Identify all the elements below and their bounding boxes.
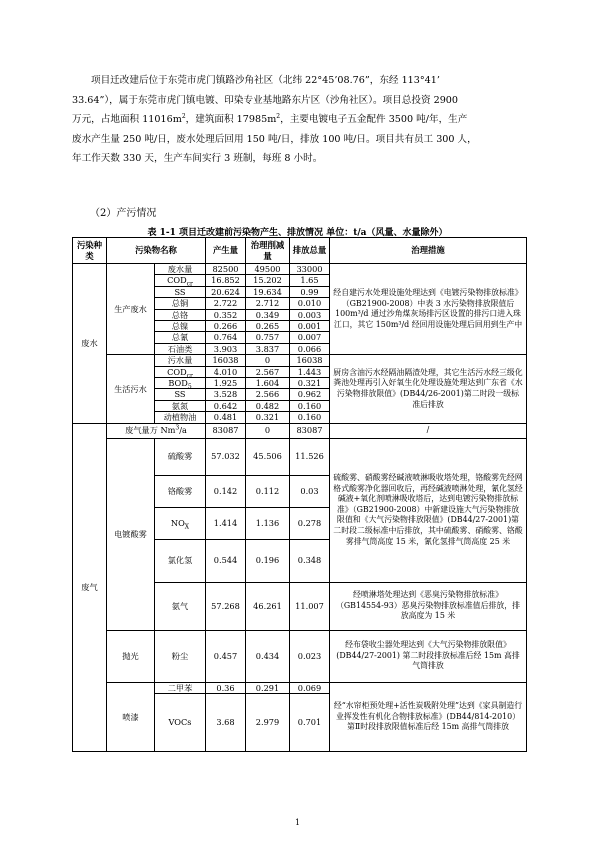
table-cell: 2.566	[246, 389, 290, 400]
table-cell: 11.526	[290, 438, 330, 475]
table-cell: 0.291	[246, 682, 290, 693]
table-cell: 83087	[206, 423, 246, 438]
intro-line: 万元，占地面积 $11016m^2$，建筑面积 $17985m^2$，主要电镀电子五金配件 3500 吨/年，生产	[72, 112, 468, 125]
table-cell: 3.528	[206, 389, 246, 400]
table-cell: 0.010	[290, 298, 330, 309]
table-caption: 表 1-1 项目迁改建前污染物产生、排放情况 单位：t/a（风量、水量除外）	[147, 228, 448, 238]
table-cell: 废水量	[155, 264, 206, 275]
measure-dust: 经布袋收尘器处理达到《大气污染物排放限值》(DB44/27-2001) 第二时段排放标准后经 15m 高排气筒排放	[330, 630, 527, 682]
table-cell: 0.757	[246, 332, 290, 343]
measure-ammonia: 经喷淋塔处理达到《恶臭污染物排放标准》（GB14554-93）恶臭污染物排放标准值后排放，排放高度为 15 米	[330, 582, 527, 630]
group-wastewater: 废水	[73, 264, 107, 424]
table-cell: 4.010	[206, 366, 246, 377]
measure-production-ww: 经自建污水处理设施处理达到《电镀污染物排放标准》（GB21900-2008）中表 3 水污染物排放限值后 100m³/d 通过沙角煤灰场排污区设置的排污口进入珠江口，其它 150m³/d 经回用设施处理后回用到生产中	[330, 264, 527, 355]
group-domestic-ww: 生活污水	[107, 355, 155, 423]
table-cell: 0.321	[290, 378, 330, 389]
table-cell: 0.066	[290, 343, 330, 354]
table-cell: 污水量	[155, 355, 206, 366]
table-cell: 45.506	[246, 438, 290, 475]
table-cell: 3.837	[246, 343, 290, 354]
table-cell: 0.003	[290, 309, 330, 320]
table-cell: 0.349	[246, 309, 290, 320]
table-cell: 0.001	[290, 321, 330, 332]
table-cell: 1.65	[290, 275, 330, 286]
section-heading: （2）产污情况	[90, 208, 157, 219]
table-cell: /	[330, 423, 527, 438]
intro-line: 废水产生量 250 吨/日，废水处理后回用 150 吨/日，排放 100 吨/日。项目共有员工 300 人，	[72, 133, 477, 145]
table-cell: 2.722	[206, 298, 246, 309]
table-cell: 0.023	[290, 630, 330, 682]
table-cell: 粉尘	[155, 630, 206, 682]
gas-flow-label: 废气量万 Nm$^3$/a	[107, 423, 206, 438]
table-cell: $COD_{cr}$	[155, 275, 206, 286]
table-cell: 16038	[290, 355, 330, 366]
table-header-row	[73, 238, 527, 264]
table-cell: 0.112	[246, 475, 290, 507]
group-plating-mist: 电镀酸雾	[107, 438, 155, 630]
table-cell: 3.903	[206, 343, 246, 354]
table-cell: 15.202	[246, 275, 290, 286]
table-cell: 0.481	[206, 412, 246, 423]
table-cell: 2.567	[246, 366, 290, 377]
table-cell: 0.348	[290, 539, 330, 582]
table-cell: 0.764	[206, 332, 246, 343]
table-cell: SS	[155, 389, 206, 400]
table-cell: 33000	[290, 264, 330, 275]
header-reduce: 治理削减量	[246, 238, 290, 264]
table-cell: 16.852	[206, 275, 246, 286]
intro-paragraph	[72, 71, 524, 169]
table-cell: 1.925	[206, 378, 246, 389]
table-cell: 氨气	[155, 582, 206, 630]
table-cell: 0.160	[290, 412, 330, 423]
table-cell: 氯化氢	[155, 539, 206, 582]
intro-line: 年工作天数 330 天，生产车间实行 3 班制，每班 8 小时。	[72, 153, 323, 164]
measure-acid-mist: 硫酸雾、硝酸雾经碱液喷淋吸收塔处理，铬酸雾先经网格式酸雾净化器回收后，再经碱液喷淋处理，氰化氢经碱液+氧化剂喷淋吸收塔后，达到电镀污染物排放标准》（GB21900-2008）中新建设施大气污染物排放限值和《大气污染物排放限值》(DB44/27-2001)第二时段二级标准中后排放，其中硫酸雾、硝酸雾、铬酸雾排气筒高度 15 米，氰化氢排气筒高度 25 米	[330, 438, 527, 582]
pollutant-table	[72, 237, 527, 752]
table-row	[73, 682, 527, 693]
table-cell: 0.36	[206, 682, 246, 693]
table-cell: 0.457	[206, 630, 246, 682]
header-emit: 排放总量	[290, 238, 330, 264]
header-measure: 治理措施	[330, 238, 527, 264]
table-cell: 0	[246, 355, 290, 366]
table-cell: 46.261	[246, 582, 290, 630]
table-cell: 49500	[246, 264, 290, 275]
table-cell: 19.634	[246, 286, 290, 297]
measure-domestic-ww: 厨房含油污水经隔油隔渣处理，其它生活污水经三级化粪池处理再引入好氧生化处理设施处理达到广东省《水污染物排放限值》(DB44/26-2001)第二时段一级标准后排放	[330, 355, 527, 423]
table-cell: 1.604	[246, 378, 290, 389]
table-cell: 1.136	[246, 507, 290, 539]
table-cell: 16038	[206, 355, 246, 366]
header-name: 污染物名称	[107, 238, 206, 264]
group-production-ww: 生产废水	[107, 264, 155, 355]
table-cell: 3.68	[206, 694, 246, 752]
table-cell: 总氰	[155, 332, 206, 343]
intro-line: 项目迁改建后位于东莞市虎门镇路沙角社区（北纬 22°45’08.76”，东经 113°41’	[91, 75, 440, 86]
table-cell: 2.712	[246, 298, 290, 309]
table-cell: 二甲苯	[155, 682, 206, 693]
table-cell: 硫酸雾	[155, 438, 206, 475]
intro-line: 33.64”），属于东莞市虎门镇电镀、印染专业基地路东片区（沙角社区）。项目总投资 2900	[72, 94, 459, 106]
group-painting: 喷漆	[107, 682, 155, 751]
table-cell: 0.03	[290, 475, 330, 507]
table-cell: 石油类	[155, 343, 206, 354]
table-cell: 0.160	[290, 400, 330, 411]
table-cell: 0.007	[290, 332, 330, 343]
table-cell: 20.624	[206, 286, 246, 297]
table-cell: 83087	[290, 423, 330, 438]
table-cell: $NO_X$	[155, 507, 206, 539]
table-row	[73, 630, 527, 682]
table-cell: 0.701	[290, 694, 330, 752]
page-number: 1	[294, 818, 301, 827]
table-cell: 0.266	[206, 321, 246, 332]
group-polishing: 抛光	[107, 630, 155, 682]
table-row	[73, 423, 527, 438]
table-cell: 0.352	[206, 309, 246, 320]
table-cell: 1.414	[206, 507, 246, 539]
table-cell: 总铜	[155, 298, 206, 309]
table-cell: 0.962	[290, 389, 330, 400]
group-waste-gas: 废气	[73, 423, 107, 751]
table-cell: 0.069	[290, 682, 330, 693]
table-cell: 0.99	[290, 286, 330, 297]
table-cell: 铬酸雾	[155, 475, 206, 507]
table-cell: 1.443	[290, 366, 330, 377]
table-cell: 57.032	[206, 438, 246, 475]
header-produce: 产生量	[206, 238, 246, 264]
table-cell: $BOD_5$	[155, 378, 206, 389]
table-cell: 0.544	[206, 539, 246, 582]
table-cell: 总镍	[155, 321, 206, 332]
table-cell: 11.007	[290, 582, 330, 630]
table-cell: 0.321	[246, 412, 290, 423]
table-cell: 动植物油	[155, 412, 206, 423]
table-cell: 0.278	[290, 507, 330, 539]
table-cell: 0.265	[246, 321, 290, 332]
table-cell: VOCs	[155, 694, 206, 752]
table-cell: 0.196	[246, 539, 290, 582]
table-cell: 57.268	[206, 582, 246, 630]
table-cell: 82500	[206, 264, 246, 275]
table-cell: 氨氮	[155, 400, 206, 411]
table-row	[73, 438, 527, 475]
table-cell: 0.642	[206, 400, 246, 411]
table-cell: $COD_{cr}$	[155, 366, 206, 377]
table-cell: 0.434	[246, 630, 290, 682]
table-cell: 2.979	[246, 694, 290, 752]
table-cell: SS	[155, 286, 206, 297]
measure-painting: 经“水帘柜预处理+活性炭吸附处理”达到《家具制造行业挥发性有机化合物排放标准》(DB44/814-2010）第Ⅱ时段排放限值标准后经 15m 高排气筒排放	[330, 682, 527, 751]
header-type: 污染种类	[73, 238, 107, 264]
table-row	[73, 355, 527, 366]
table-cell: 0.142	[206, 475, 246, 507]
table-cell: 0.482	[246, 400, 290, 411]
table-row	[73, 264, 527, 275]
table-cell: 总铬	[155, 309, 206, 320]
table-cell: 0	[246, 423, 290, 438]
